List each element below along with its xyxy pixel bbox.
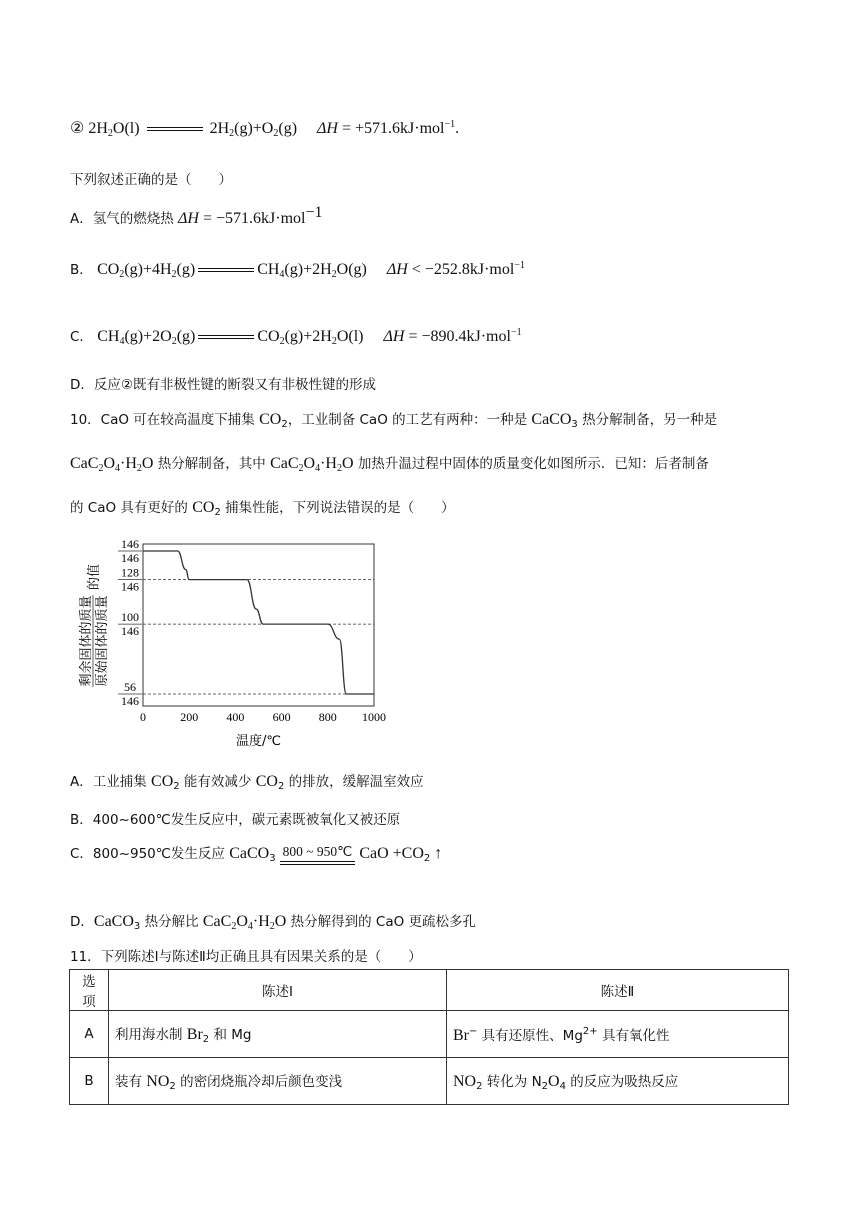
row-statement-2: Br− 具有还原性、$Mg^{2+}$ 具有氧化性 (447, 1011, 789, 1058)
y-tick-denominator: 146 (121, 624, 139, 639)
x-tick-label: 0 (140, 710, 146, 724)
y-tick-numerator: 128 (121, 565, 139, 580)
col-header-statement-1: 陈述Ⅰ (109, 970, 447, 1011)
col-header-option: 选项 (70, 970, 109, 1011)
q9-stem: 下列叙述正确的是（ ） (70, 172, 232, 188)
y-tick-numerator: 146 (121, 537, 139, 551)
y-tick-denominator: 146 (121, 551, 139, 565)
reaction-condition: 800 ~ 950℃ (280, 844, 356, 865)
table-row[interactable] (70, 1011, 789, 1058)
y-label-suffix: 的值 (87, 563, 102, 591)
eq-number: ② (70, 120, 85, 137)
row-statement-2: $NO_2$ 转化为 $N_2O_4$ 的反应为吸热反应 (447, 1058, 789, 1105)
q9-option-b[interactable]: B． $CO_2(g)+4H_2(g)$ $CH_4(g)+2H_2O(g)$ ΔH < −252.8kJ·mol$^{-1}$ (70, 260, 525, 280)
q10-stem-line3: 的 CaO 具有更好的 $CO_2$ 捕集性能，下列说法错误的是（ ） (70, 499, 455, 518)
row-statement-1: 装有 $NO_2$ 的密闭烧瓶冷却后颜色变浅 (109, 1058, 447, 1105)
y-tick-denominator: 146 (121, 579, 139, 594)
mass-temperature-chart (68, 534, 398, 752)
plot-frame (143, 544, 374, 706)
table-header-row (70, 970, 789, 1011)
equals-sign (147, 127, 203, 131)
row-option: B (70, 1058, 109, 1105)
q11-table (69, 969, 789, 1105)
y-tick-numerator: 56 (124, 680, 136, 694)
q9-option-d[interactable]: D．反应②既有非极性键的断裂又有非极性键的形成 (70, 377, 376, 393)
x-tick-label: 800 (318, 710, 337, 724)
q10-option-c[interactable]: C．800~950℃发生反应 CaCO$_3$ 800 ~ 950℃ CaO $+CO_2$ ↑ (70, 843, 443, 864)
q9-option-c[interactable]: C． $CH_4(g)+2O_2(g)$ $CO_2(g)+2H_2O(l)$ ΔH = −890.4kJ·mol$^{-1}$ (70, 327, 522, 347)
mass-ratio-curve (143, 551, 374, 694)
y-axis-label (78, 564, 110, 687)
q10-option-a[interactable]: A．工业捕集 $CO_2$ 能有效减少 $CO_2$ 的排放，缓解温室效应 (70, 773, 424, 792)
table-row[interactable] (70, 1058, 789, 1105)
q11-stem: 11．下列陈述Ⅰ与陈述Ⅱ均正确且具有因果关系的是（ ） (70, 949, 422, 965)
q10-option-b[interactable]: B．400~600℃发生反应中，碳元素既被氧化又被还原 (70, 812, 401, 828)
q9-option-a[interactable]: A．氢气的燃烧热 ΔH = −571.6kJ·mol$^{-1}$ (70, 204, 323, 227)
y-label-numerator: 剩余固体的质量 (79, 595, 94, 687)
x-tick-label: 400 (226, 710, 245, 724)
y-label-denominator: 原始固体的质量 (95, 595, 110, 687)
col-header-statement-2: 陈述Ⅱ (447, 970, 789, 1011)
q10-option-d[interactable]: D．CaCO$_3$ 热分解比 $CaC_2O_4\cdot H_2O$ 热分解得到的 CaO 更疏松多孔 (70, 913, 477, 932)
q10-stem-line1: 10．CaO 可在较高温度下捕集 $CO_2$，工业制备 CaO 的工艺有两种：一种是 CaCO$_3$ 热分解制备，另一种是 (70, 411, 718, 430)
x-tick-label: 600 (272, 710, 291, 724)
row-statement-1: 利用海水制 $Br_2$ 和 Mg (109, 1011, 447, 1058)
x-tick-label: 200 (180, 710, 199, 724)
y-tick-denominator: 146 (121, 694, 139, 708)
y-tick-numerator: 100 (121, 610, 139, 625)
equation-2: ② $2H_2O(l)$ $2H_2(g)+O_2(g)$ ΔH = +571.6kJ·mol$^{-1}$. (70, 119, 460, 139)
x-axis-label: 温度/℃ (236, 734, 281, 749)
q10-stem-line2: $CaC_2O_4\cdot H_2O$ 热分解制备，其中 $CaC_2O_4\cdot H_2O$ 加热升温过程中固体的质量变化如图所示．已知：后者制备 (70, 455, 709, 474)
row-option: A (70, 1011, 109, 1058)
x-tick-label: 1000 (362, 710, 386, 724)
